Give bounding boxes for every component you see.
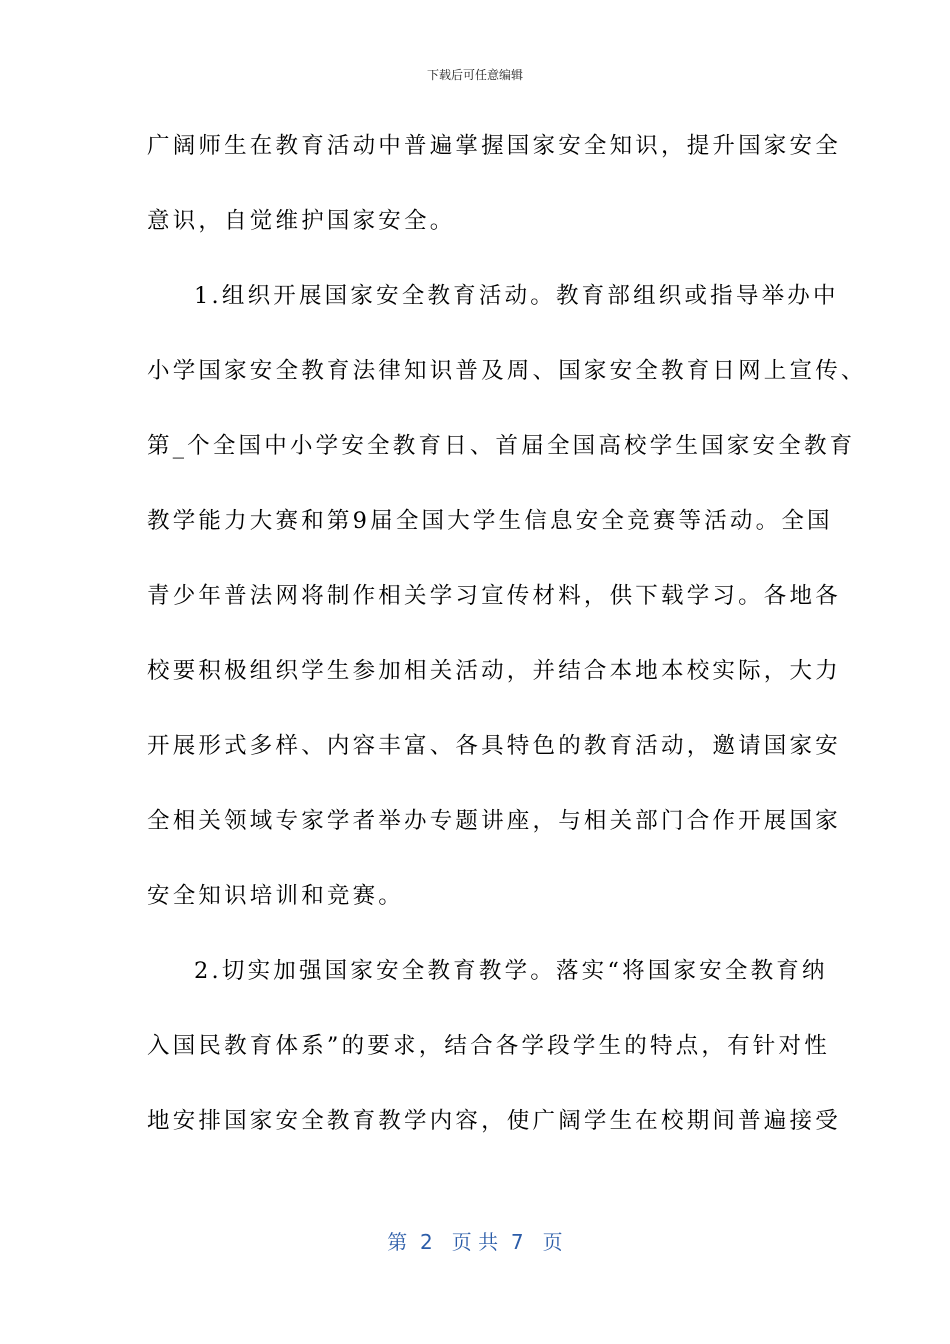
header-note: 下载后可任意编辑 <box>426 68 523 82</box>
body-line: 意识，自觉维护国家安全。 <box>147 208 456 234</box>
body-line: 小学国家安全教育法律知识普及周、国家安全教育日网上宣传、 <box>147 358 867 384</box>
body-line: 开展形式多样、内容丰富、各具特色的教育活动，邀请国家安 <box>147 733 841 759</box>
body-line: 地安排国家安全教育教学内容，使广阔学生在校期间普遍接受 <box>147 1108 841 1134</box>
body-line: 青少年普法网将制作相关学习宣传材料，供下载学习。各地各 <box>147 583 841 609</box>
body-line: 第_个全国中小学安全教育日、首届全国高校学生国家安全教育 <box>147 433 856 459</box>
body-line: 安全知识培训和竞赛。 <box>147 883 405 909</box>
document-body <box>147 126 867 1176</box>
body-line: 校要积极组织学生参加相关活动，并结合本地本校实际，大力 <box>147 658 841 684</box>
body-line: 2.切实加强国家安全教育教学。落实“将国家安全教育纳 <box>194 958 828 984</box>
body-line: 教学能力大赛和第9届全国大学生信息安全竞赛等活动。全国 <box>147 508 833 534</box>
body-line: 1.组织开展国家安全教育活动。教育部组织或指导举办中 <box>194 283 839 309</box>
body-line: 广阔师生在教育活动中普遍掌握国家安全知识，提升国家安全 <box>147 133 841 159</box>
body-line: 入国民教育体系”的要求，结合各学段学生的特点，有针对性 <box>147 1033 830 1059</box>
body-line: 全相关领域专家学者举办专题讲座，与相关部门合作开展国家 <box>147 808 841 834</box>
page-number: 第 2 页 共 7 页 <box>387 1230 563 1254</box>
